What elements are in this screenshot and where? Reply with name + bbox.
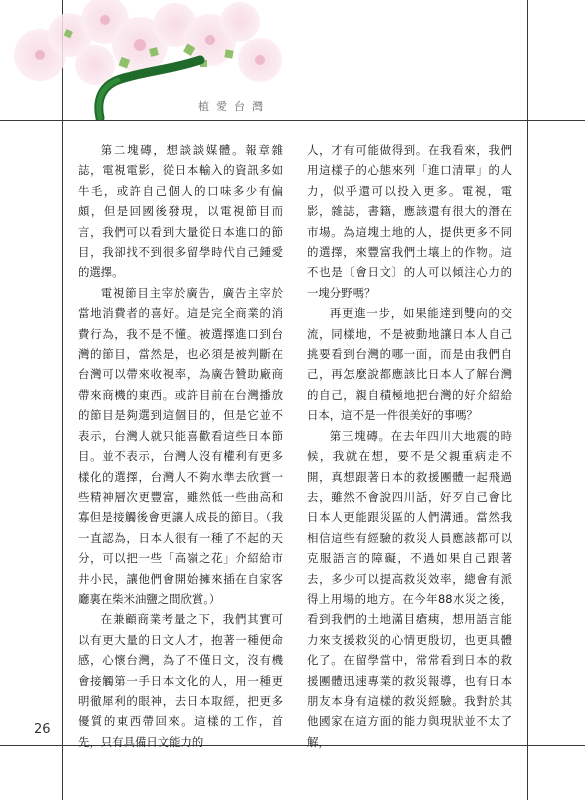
right-text-column: [307, 140, 512, 752]
body-paragraph: 在兼顧商業考量之下，我們其實可以有更大量的日文人才，抱著一種便命感，心懷台灣，為了不僅日文，沒有機會接觸第一手日本文化的人，用一種更明徹犀利的眼神，去日本取經，把更多優質的東西帶回來。這樣的工作，首先，只有具備日文能力的: [78, 612, 283, 749]
page-number: 26: [34, 722, 51, 737]
body-paragraph: 電視節目主宰於廣告，廣告主宰於當地消費者的喜好。這是完全商業的消費行為，我不是不懂。被選擇進口到台灣的節目，當然是，也必須是被判斷在台灣可以帶來收視率，為廣告贊助廠商帶來商機的東西。或許目前在台灣播放的節目是夠選到這個目的，但是它並不表示，台灣人就只能喜歡看這些日本節目。並不表示，台灣人沒有權利有更多樣化的選擇，台灣人不夠水準去欣賞一些精神層次更豐富，雖然低一些曲高和寡但是接觸後會更讓人成長的節目。（我一直認為，日本人很有一種了不起的天分，可以把一些「高嶺之花」介紹給市井小民，讓他們會開始擁來插在自家客廳裏在柴米油鹽之間欣賞。）: [78, 285, 283, 606]
section-title: 植愛台灣: [198, 100, 270, 113]
body-paragraph: 人，才有可能做得到。在我看來，我們用這樣子的心態來列「進口清單」的人力，似乎還可以投入更多。電視，電影，雜誌，書籍，應該還有很大的潛在市場。為這塊土地的人，提供更多不同的選擇，來豐富我們土壤上的作物。這不也是〔會日文〕的人可以傾注心力的一塊分野嗎？: [307, 143, 512, 300]
body-paragraph: 再更進一步，如果能達到雙向的交流，同樣地，不是被動地讓日本人自己挑要看到台灣的哪一面，而是由我們自己，再怎麼說都應該比日本人了解台灣的自己，親自積極地把台灣的好介紹給日本，這不是一件很美好的事嗎？: [307, 306, 512, 423]
left-text-column: [78, 140, 283, 752]
right-vertical-line: [527, 0, 528, 800]
body-paragraph: 第二塊磚，想談談媒體。報章雜誌，電視電影，從日本輸入的資訊多如牛毛，或許自己個人的口味多少有偏頗，但是回國後發現，以電視節目而言，我們可以看到大量從日本進口的節目，我卻找不到很多留學時代自己鍾愛的選擇。: [78, 143, 283, 280]
body-paragraph: 第三塊磚。在去年四川大地震的時候，我就在想，要不是父親重病走不開，真想跟著日本的救援團體一起飛過去，雖然不會說四川話，好歹自己會比日本人更能跟災區的人們溝通。當然我相信這些有經驗的救災人員應該都可以克服語言的障礙，不過如果自己跟著去，多少可以提高救災效率，總會有派得上用場的地方。在今年88水災之後，看到我們的土地滿目瘡痍，想用語言能力來支援救災的心情更殷切，也更具體化了。在留學當中，常常看到日本的救援團體迅速專業的救災報導，也有日本朋友本身有這樣的救災經驗。我對於其他國家在這方面的能力與現狀並不太了解，: [307, 428, 512, 749]
left-vertical-line: [62, 0, 63, 800]
top-rule-line: [0, 120, 585, 121]
